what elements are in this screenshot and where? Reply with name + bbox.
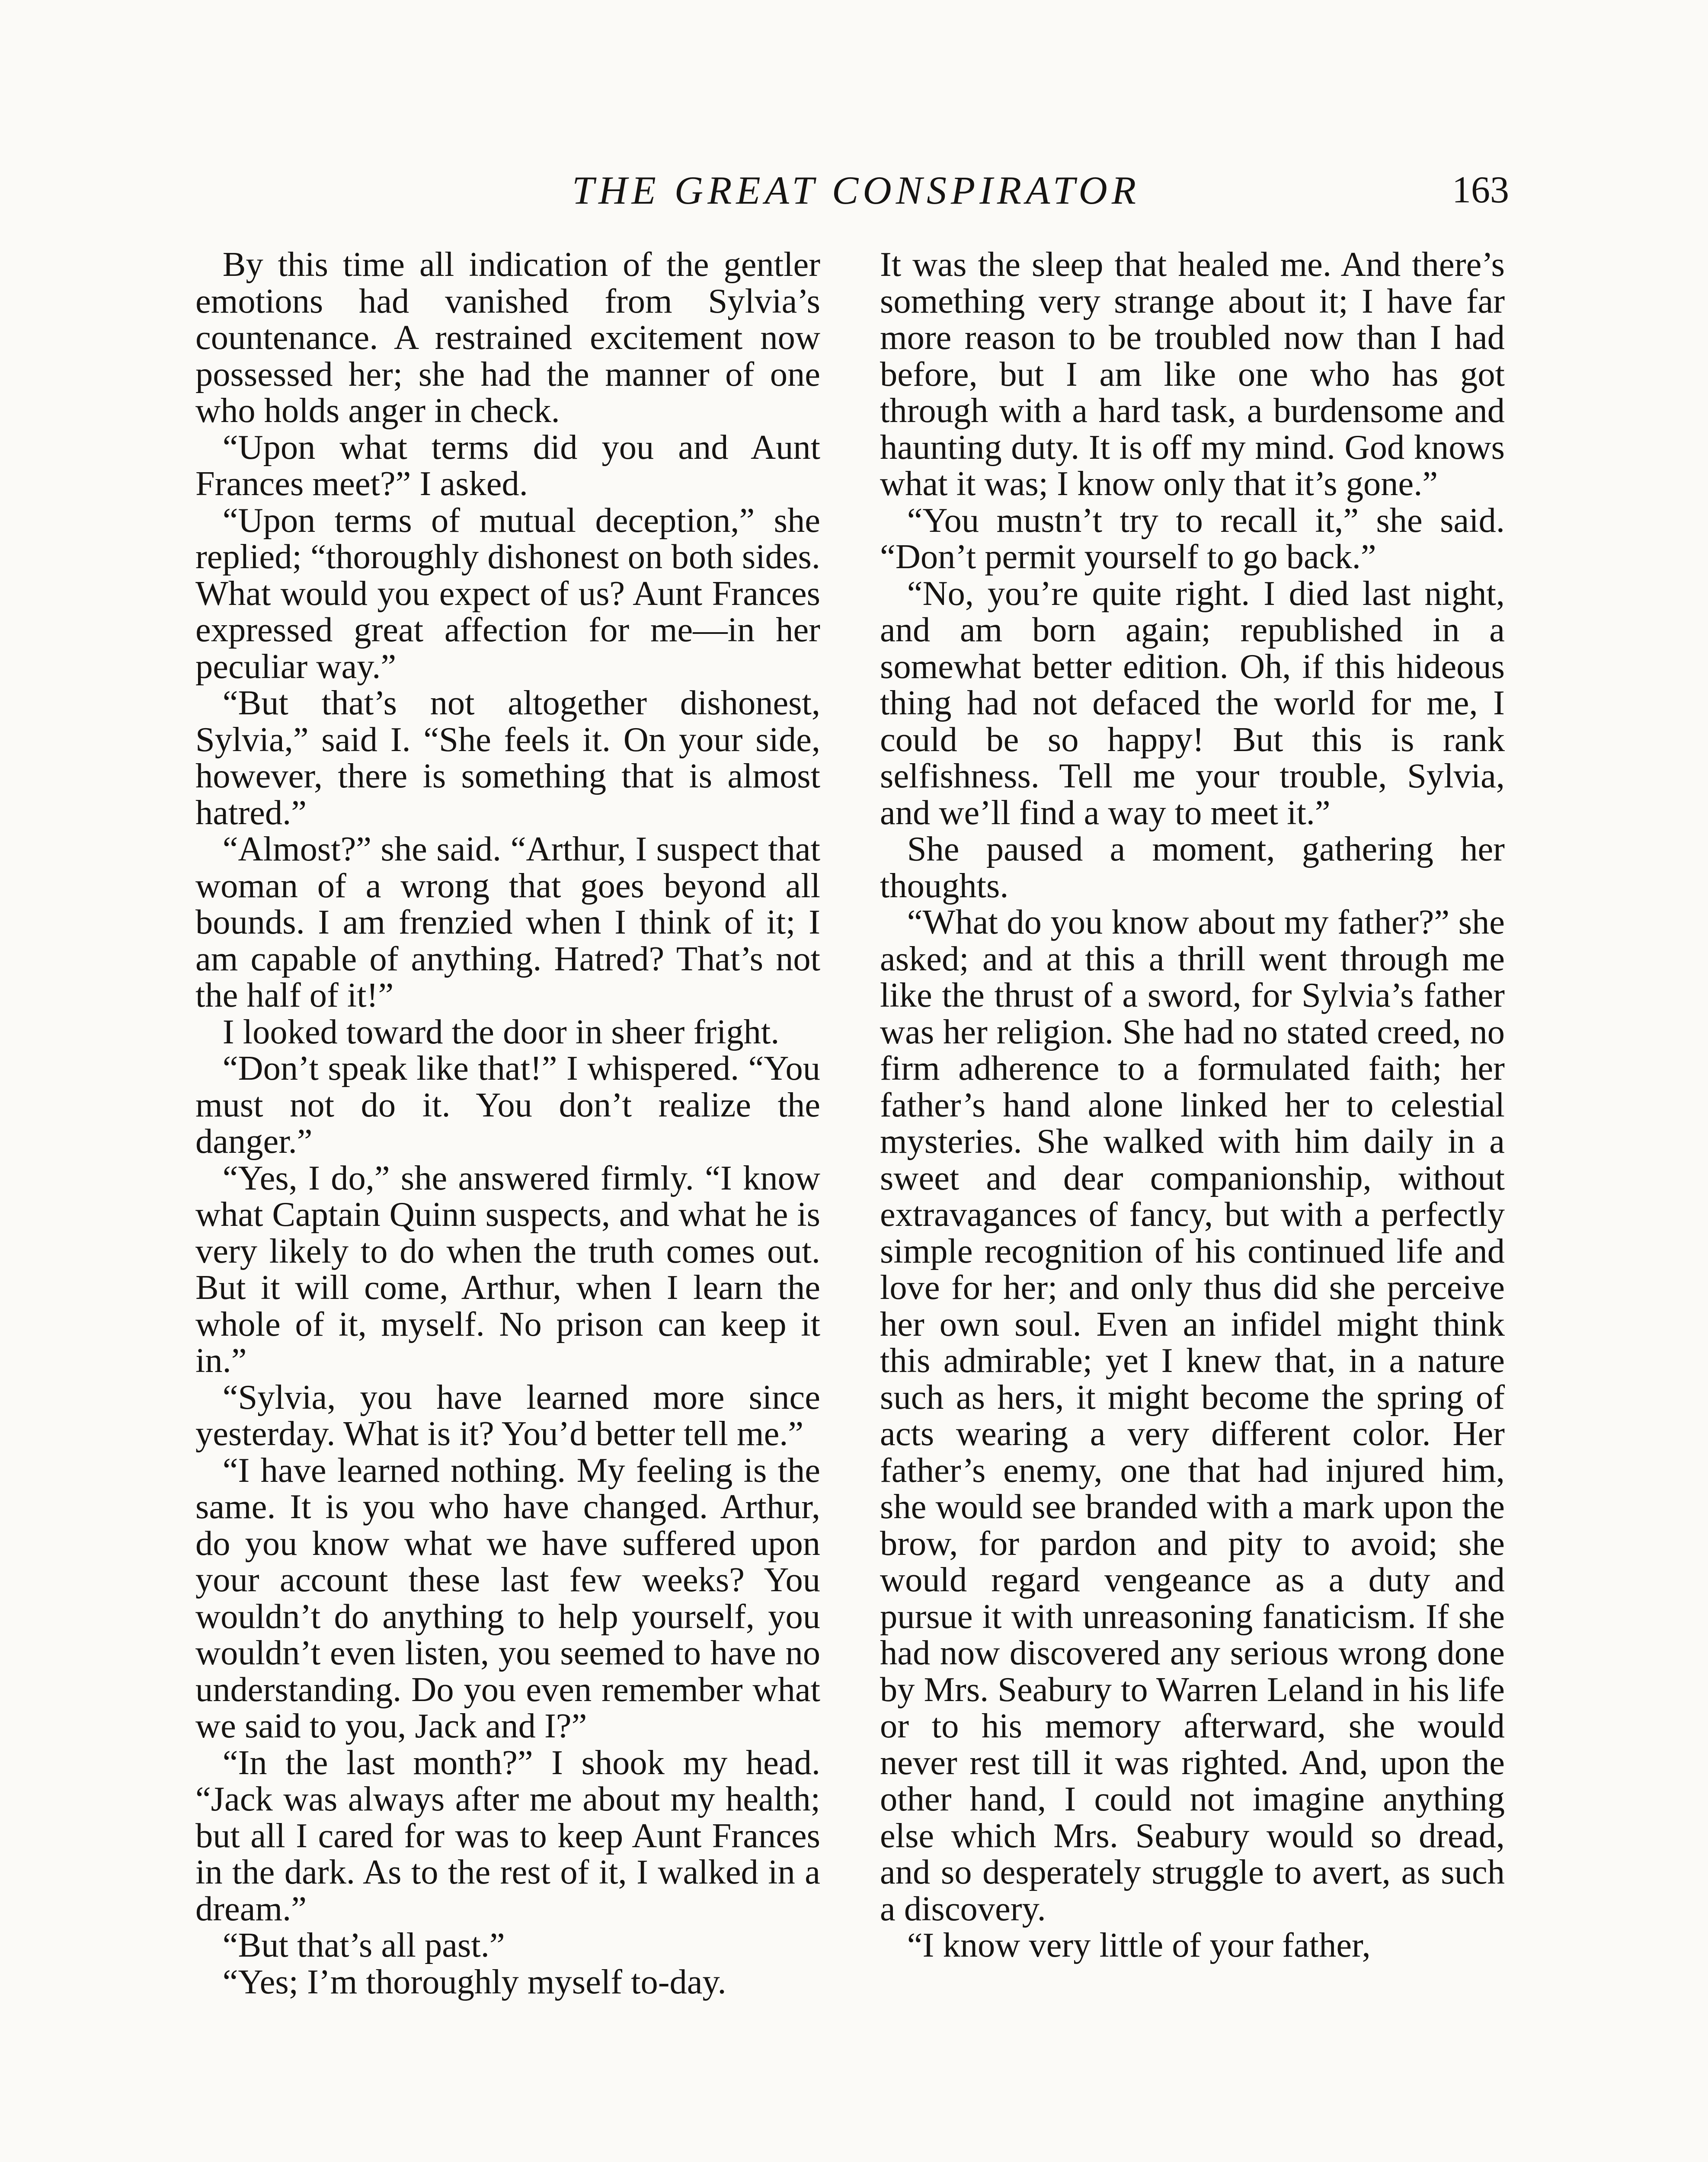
paragraph: “I have learned nothing. My feeling is the same. It is you who have changed. Arthur, do you know what we have suffered upon your account these last few weeks? You wouldn’t do anything to help yourself, you wouldn’t even listen, you seemed to have no understanding. Do you even remember what we said to you, Jack and I?” — [195, 1451, 820, 1745]
paragraph: “But that’s not altogether dishonest, Sylvia,” said I. “She feels it. On your side, however, there is something that is almost hatred.” — [195, 684, 820, 832]
text-column-right — [880, 246, 1505, 1964]
paragraph: She paused a moment, gathering her thoughts. — [880, 830, 1505, 905]
paragraph: “Upon what terms did you and Aunt Frances meet?” I asked. — [195, 428, 820, 503]
paragraph: “Yes, I do,” she answered firmly. “I know what Captain Quinn suspects, and what he is very likely to do when the truth comes out. But it will come, Arthur, when I learn the whole of it, myself. No prison can keep it in.” — [195, 1158, 820, 1380]
running-title: THE GREAT CONSPIRATOR — [572, 168, 1141, 212]
paragraph: “Don’t speak like that!” I whispered. “You must not do it. You don’t realize the danger.” — [195, 1049, 820, 1161]
paragraph: By this time all indication of the gentler emotions had vanished from Sylvia’s countenance. A restrained excitement now possessed her; she had the manner of one who holds anger in check. — [195, 245, 820, 430]
text-column-left — [195, 246, 820, 2000]
paragraph: “Sylvia, you have learned more since yesterday. What is it? You’d better tell me.” — [195, 1378, 820, 1453]
paragraph: “In the last month?” I shook my head. “Jack was always after me about my health; but all I cared for was to keep Aunt Frances in the dark. As to the rest of it, I walked in a dream.” — [195, 1743, 820, 1928]
paragraph: “What do you know about my father?” she asked; and at this a thrill went through me like the thrust of a sword, for Sylvia’s father was her religion. She had no stated creed, no firm adherence to a formulated faith; her father’s hand alone linked her to celestial mysteries. She walked with him daily in a sweet and dear companionship, without extravagances of fancy, but with a perfectly simple recognition of his continued life and love for her; and only thus did she perceive her own soul. Even an infidel might think this admirable; yet I knew that, in a nature such as hers, it might become the spring of acts wearing a very different color. Her father’s enemy, one that had injured him, she would see branded with a mark upon the brow, for pardon and pity to avoid; she would regard vengeance as a duty and pursue it with unreasoning fanaticism. If she had now discovered any serious wrong done by Mrs. Seabury to Warren Leland in his life or to his memory afterward, she would never rest till it was righted. And, upon the other hand, I could not imagine anything else which Mrs. Seabury would so dread, and so desperately struggle to avert, as such a discovery. — [880, 903, 1505, 1928]
paragraph: “But that’s all past.” — [222, 1926, 505, 1964]
page-header — [0, 164, 1708, 216]
paragraph: “You mustn’t try to recall it,” she said. “Don’t permit yourself to go back.” — [880, 501, 1505, 576]
paragraph: It was the sleep that healed me. And there’s something very strange about it; I have far more reason to be troubled now than I had before, but I am like one who has got through with a hard task, a burdensome and haunting duty. It is off my mind. God knows what it was; I know only that it’s gone.” — [880, 245, 1505, 503]
paragraph: “No, you’re quite right. I died last night, and am born again; republished in a somewhat better edition. Oh, if this hideous thing had not defaced the world for me, I could be so happy! But this is rank selfishness. Tell me your trouble, Sylvia, and we’ll find a way to meet it.” — [880, 574, 1505, 832]
page-number: 163 — [1452, 169, 1509, 211]
paragraph: “Upon terms of mutual deception,” she replied; “thoroughly dishonest on both sides. What would you expect of us? Aunt Frances expressed great affection for me—in her peculiar way.” — [195, 501, 820, 686]
paragraph: “Yes; I’m thoroughly myself to-day. — [222, 1962, 726, 2001]
paragraph: I looked toward the door in sheer fright. — [222, 1012, 780, 1051]
paragraph: “Almost?” she said. “Arthur, I suspect that woman of a wrong that goes beyond all bounds. I am frenzied when I think of it; I am capable of anything. Hatred? That’s not the half of it!” — [195, 830, 820, 1014]
paragraph: “I know very little of your father, — [907, 1926, 1371, 1964]
